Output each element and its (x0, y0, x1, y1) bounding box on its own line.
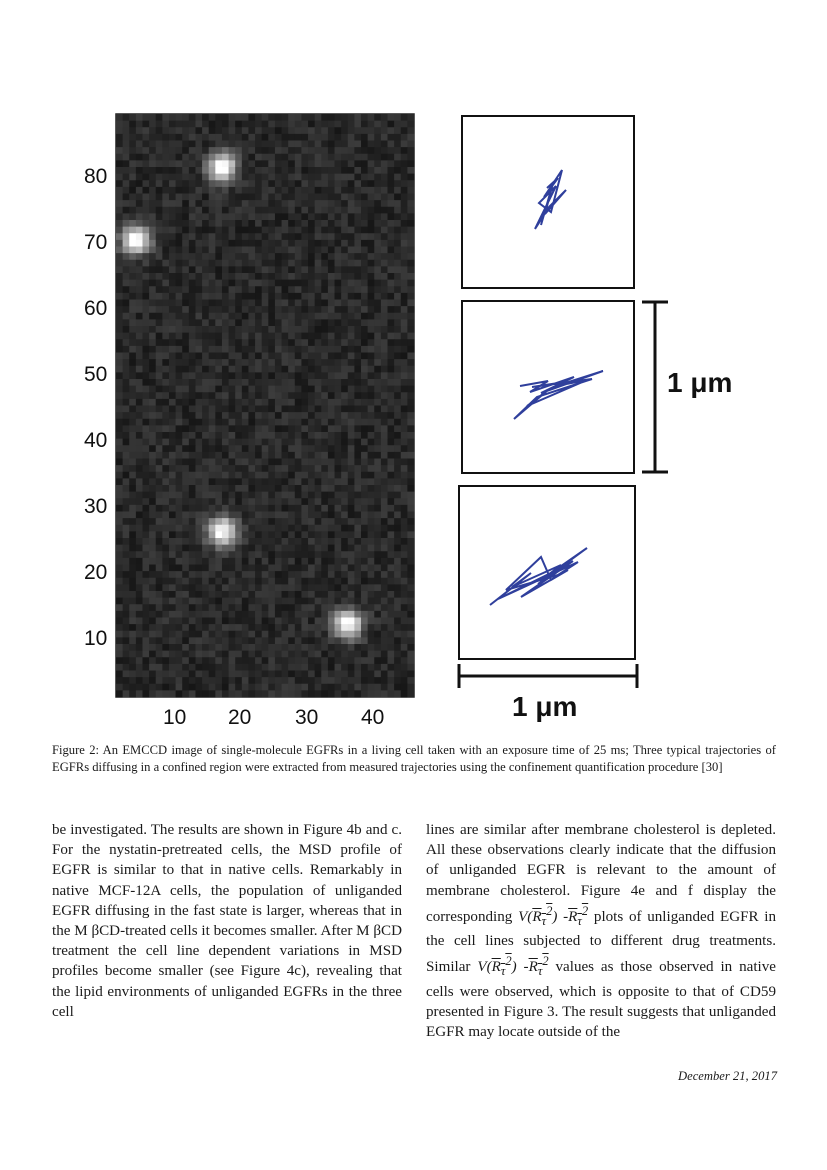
horizontal-scale-label: 1 μm (512, 691, 578, 722)
variance-expression-2: $V(R_\tau^2)$ (477, 954, 517, 979)
body-left-column (52, 820, 402, 1022)
y-tick-60: 60 (84, 297, 108, 320)
y-tick-40: 40 (84, 429, 108, 452)
x-axis-ticks (163, 706, 384, 729)
trajectory-panel-3 (459, 486, 635, 659)
x-tick-20: 20 (228, 706, 252, 729)
right-text-part-2: plots of unliganded EGFR in the cell lines subjected to different drug treatments. Similar (426, 908, 776, 976)
y-axis-ticks (84, 165, 107, 650)
trajectory-panel-1 (462, 116, 634, 288)
horizontal-scale-bar (459, 664, 637, 722)
y-tick-80: 80 (84, 165, 108, 188)
y-tick-30: 30 (84, 495, 108, 518)
mean-expression-2: $-R_\tau^2$ (523, 954, 549, 979)
trajectory-2 (514, 371, 603, 419)
footer-date: December 21, 2017 (678, 1069, 777, 1083)
y-tick-50: 50 (84, 363, 108, 386)
x-tick-10: 10 (163, 706, 187, 729)
y-tick-20: 20 (84, 561, 108, 584)
vertical-scale-bar (642, 302, 732, 472)
right-text-part-3: values as those observed in native cells were observed, which is opposite to that of CD59 presented in Figure 3. The result suggests that unliganded EGFR may locate outside of the (426, 959, 776, 1040)
x-tick-40: 40 (361, 706, 385, 729)
right-text-part-1: lines are similar after membrane cholesterol is depleted. All these observations clearly indicate that the diffusion of unliganded EGFR is relevant to the amount of membrane cholesterol. Figure 4e and f display the corresponding (426, 822, 776, 925)
mean-expression-1: $-R_\tau^2$ (563, 903, 589, 928)
x-tick-30: 30 (295, 706, 319, 729)
vertical-scale-label: 1 μm (667, 367, 733, 398)
figure-caption: Figure 2: An EMCCD image of single-molecule EGFRs in a living cell taken with an exposure time of 25 ms; Three typical trajectories of EGFRs diffusing in a confined region were extracted from measured trajectories using the confinement quantification procedure [30] (52, 743, 776, 774)
trajectory-3 (490, 548, 587, 605)
right-paragraph (426, 820, 776, 1042)
trajectory-1 (535, 170, 566, 229)
emccd-pixel-grid (116, 114, 414, 697)
trajectory-panel-2 (462, 301, 634, 473)
body-right-column (426, 820, 776, 1042)
y-tick-10: 10 (84, 627, 108, 650)
y-tick-70: 70 (84, 231, 108, 254)
left-paragraph: be investigated. The results are shown in Figure 4b and c. For the nystatin-pretreated cells, the MSD profile of EGFR is similar to that in native cells. Remarkably in native MCF-12A cells, the population of unliganded EGFR diffusing in the fast state is larger, whereas that in the M βCD-treated cells it becomes smaller. After M βCD treatment the cell line dependent variations in MSD profiles become smaller (see Figure 4c), revealing that the lipid environments of unliganded EGFRs in the three cell (52, 822, 402, 1020)
variance-expression-1: $V(R_\tau^2)$ (518, 903, 558, 928)
